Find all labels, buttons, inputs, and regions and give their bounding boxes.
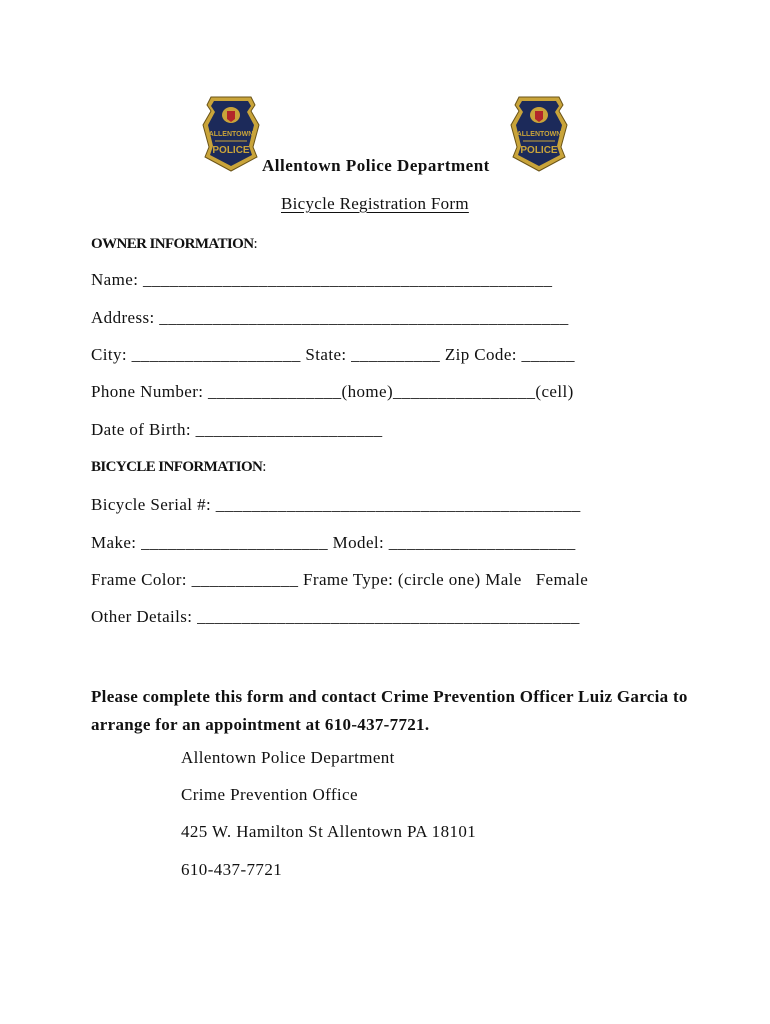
phone-number-field[interactable]: Phone Number: _______________(home)________________(cell) — [91, 382, 574, 401]
name-field[interactable]: Name: ______________________________________________ — [91, 270, 553, 289]
badge-logo-text: POLICE — [520, 145, 558, 156]
contact-phone: 610-437-7721 — [181, 860, 283, 879]
appointment-notice: Please complete this form and contact Crime Prevention Officer Luiz Garcia to arrange for an appointment at 610-437-7721. — [91, 687, 688, 734]
badge-logo-text: ALLENTOWN — [516, 131, 562, 138]
badge-logo-text: POLICE — [212, 145, 250, 156]
make-model-field[interactable]: Make: _____________________ Model: _____________________ — [91, 533, 576, 552]
form-subtitle: Bicycle Registration Form — [281, 194, 469, 213]
date-of-birth-field[interactable]: Date of Birth: _____________________ — [91, 420, 383, 439]
bicycle-section-heading: BICYCLE INFORMATION: — [91, 459, 266, 475]
frame-color-type-field[interactable]: Frame Color: ____________ Frame Type: (circle one) Male Female — [91, 570, 589, 589]
badge-logo-text: ALLENTOWN — [208, 131, 254, 138]
address-field[interactable]: Address: ______________________________________________ — [91, 308, 569, 327]
contact-office: Crime Prevention Office — [181, 785, 358, 804]
police-badge-logo-right — [509, 95, 569, 173]
owner-section-heading: OWNER INFORMATION: — [91, 236, 258, 252]
contact-department: Allentown Police Department — [181, 748, 395, 767]
bicycle-serial-field[interactable]: Bicycle Serial #: _________________________________________ — [91, 495, 581, 514]
other-details-field[interactable]: Other Details: ___________________________________________ — [91, 607, 580, 626]
contact-address: 425 W. Hamilton St Allentown PA 18101 — [181, 822, 477, 841]
page-title: Allentown Police Department — [262, 156, 490, 175]
city-state-zip-field[interactable]: City: ___________________ State: __________ Zip Code: ______ — [91, 345, 575, 364]
police-badge-logo-left — [201, 95, 261, 173]
